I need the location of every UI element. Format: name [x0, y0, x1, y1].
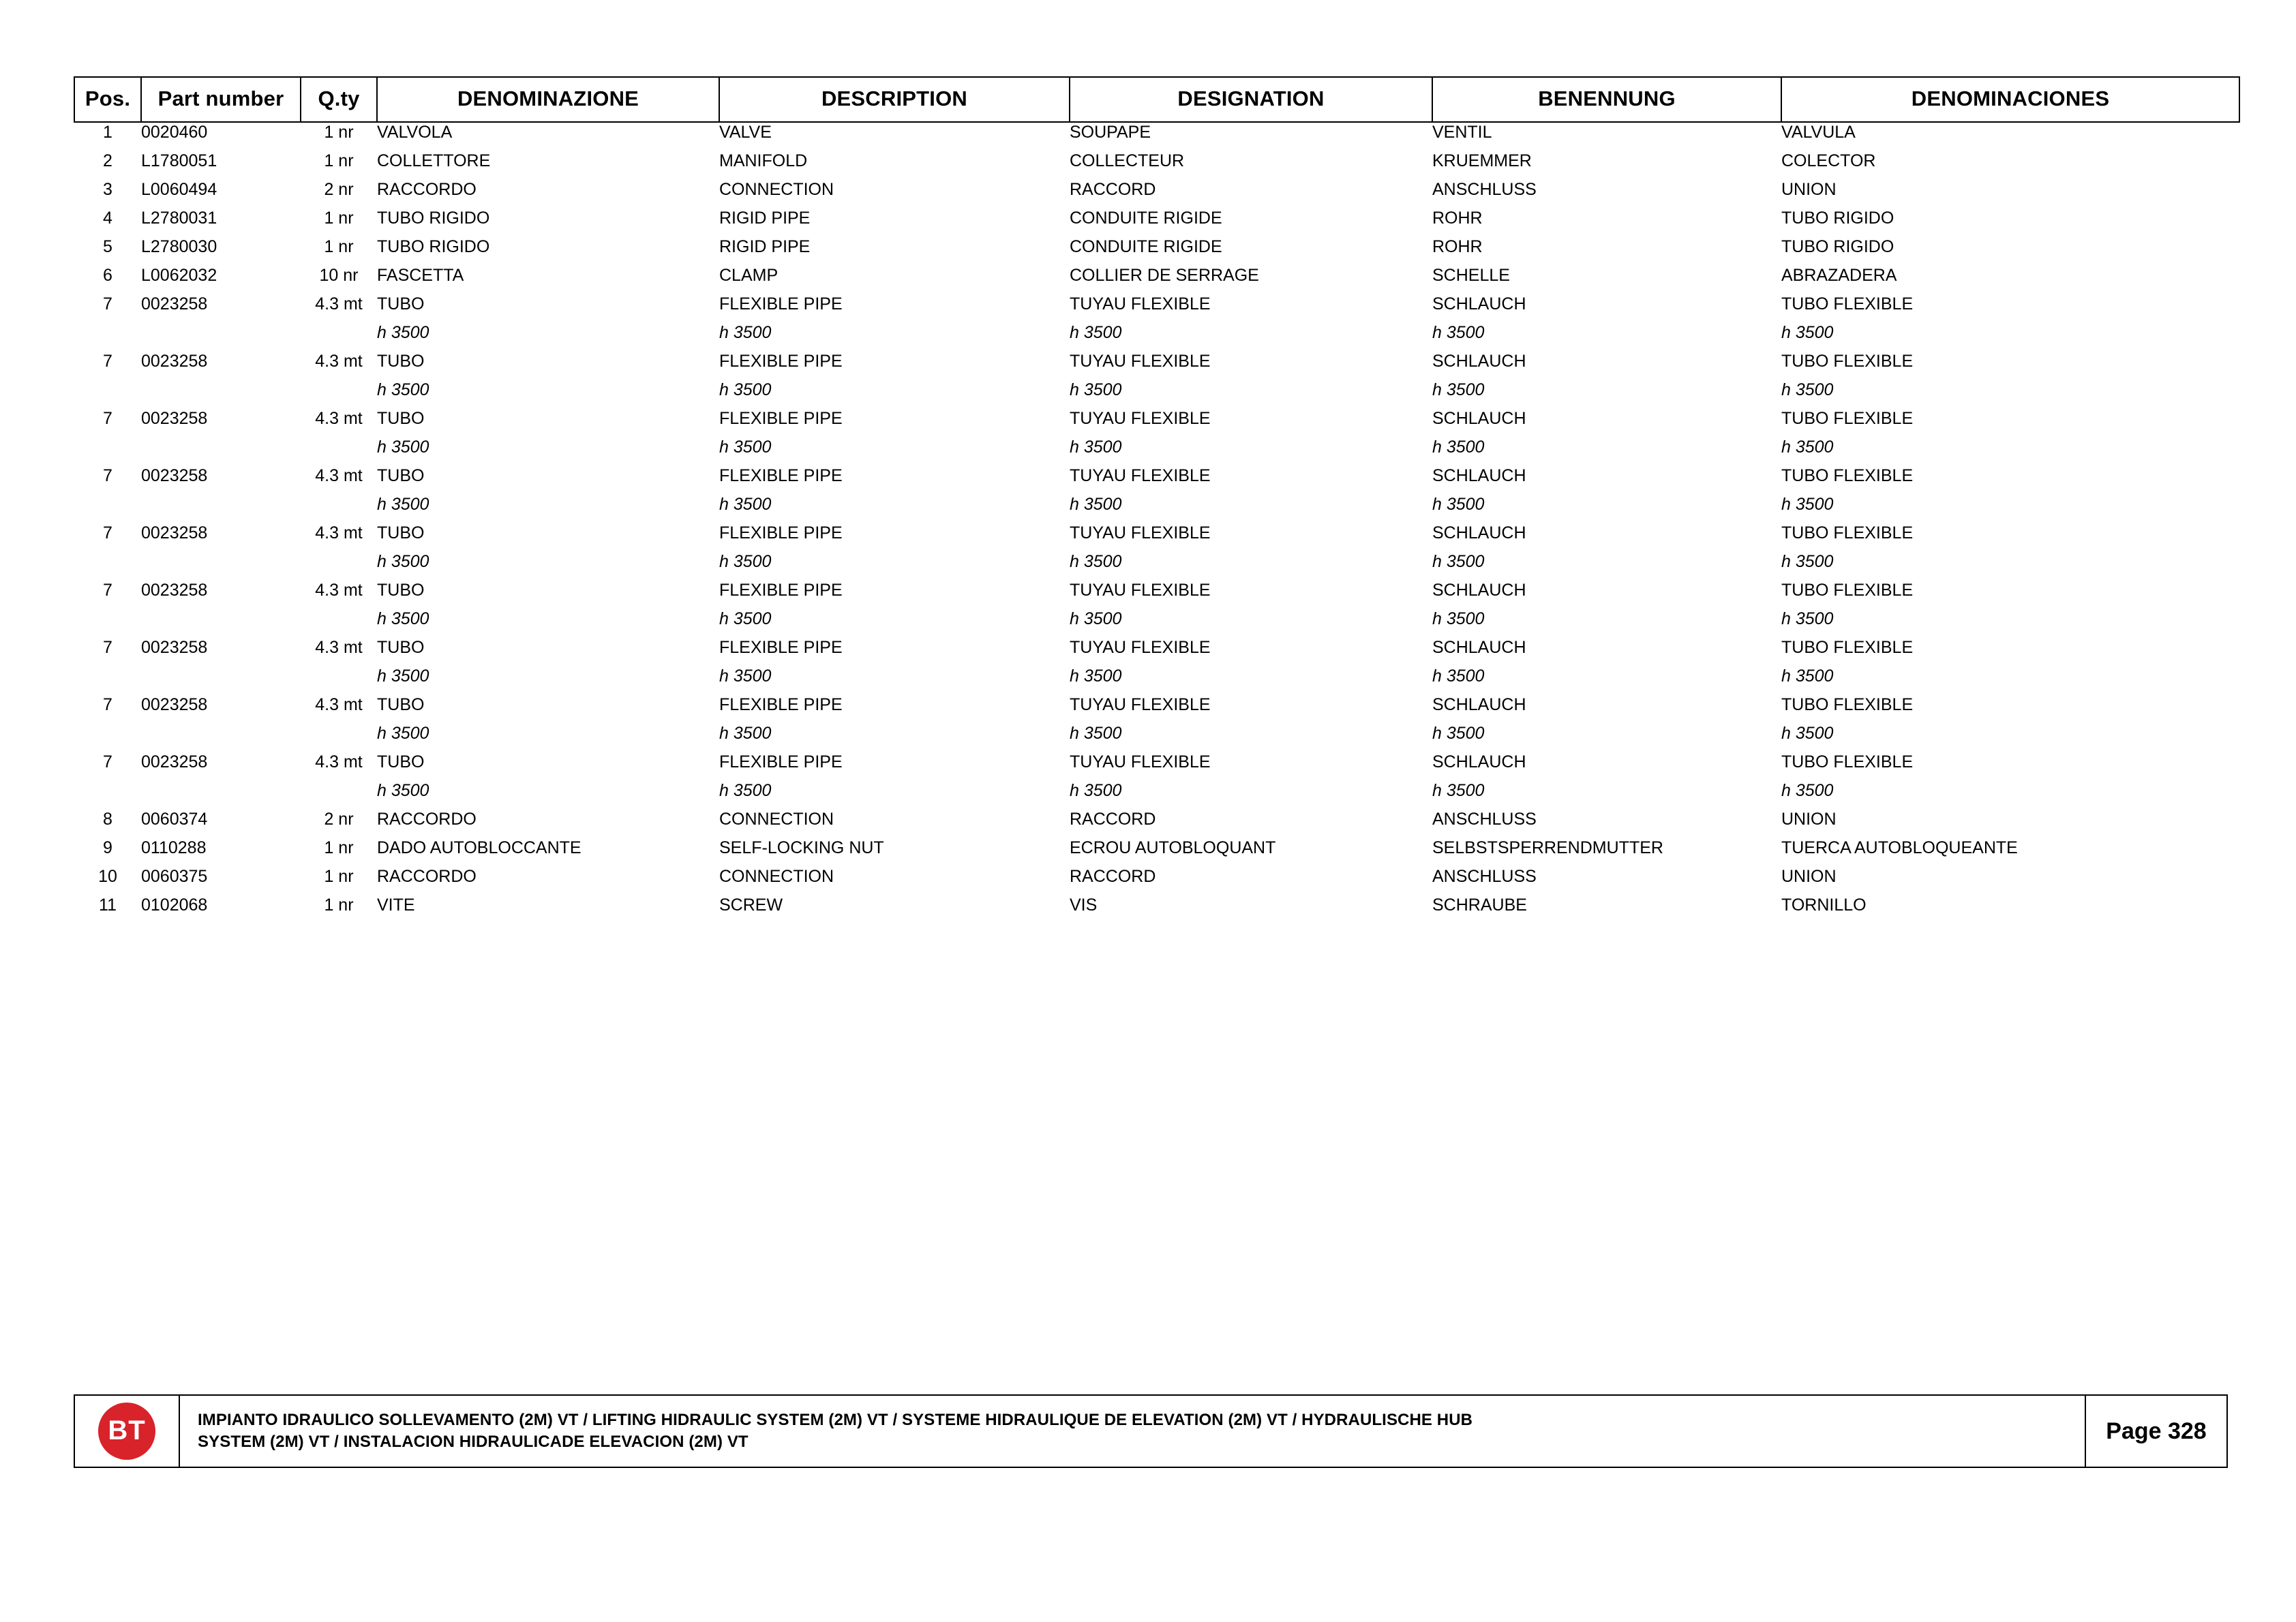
cell-description: FLEXIBLE PIPE [719, 523, 843, 542]
table-row-note [74, 781, 2239, 810]
cell-description: FLEXIBLE PIPE [719, 581, 843, 600]
cell-denominazione: RACCORDO [377, 180, 477, 199]
cell-part-number: L0062032 [141, 266, 217, 285]
note-part-number [141, 667, 301, 695]
bt-logo-text: BT [108, 1416, 146, 1445]
cell-part-number: L1780051 [141, 151, 217, 170]
cell-designation: TUYAU FLEXIBLE [1070, 638, 1211, 657]
cell-description: FLEXIBLE PIPE [719, 466, 843, 485]
cell-benennung: ANSCHLUSS [1432, 180, 1537, 199]
cell-denominaciones: COLECTOR [1781, 151, 1876, 170]
parts-table [74, 76, 2240, 924]
column-header-description: DESCRIPTION [719, 77, 1070, 122]
note-denominazione: h 3500 [377, 609, 429, 628]
table-row [74, 294, 2239, 323]
table-row [74, 695, 2239, 724]
note-denominazione: h 3500 [377, 781, 429, 800]
note-denominaciones: h 3500 [1781, 609, 1834, 628]
cell-denominazione: RACCORDO [377, 867, 477, 886]
column-header-denominazione: DENOMINAZIONE [377, 77, 719, 122]
cell-pos: 7 [103, 523, 112, 542]
cell-denominaciones: UNION [1781, 867, 1837, 886]
cell-qty: 4.3 mt [315, 352, 363, 371]
table-row [74, 867, 2239, 896]
note-qty [301, 724, 377, 752]
cell-part-number: 0023258 [141, 523, 208, 542]
cell-denominazione: TUBO [377, 638, 425, 657]
note-qty [301, 495, 377, 523]
table-row [74, 810, 2239, 838]
note-denominazione: h 3500 [377, 552, 429, 571]
page-number: Page 328 [2106, 1418, 2207, 1444]
footer-title [198, 1409, 1472, 1452]
cell-benennung: KRUEMMER [1432, 151, 1532, 170]
column-header-qty: Q.ty [301, 77, 377, 122]
cell-benennung: ROHR [1432, 237, 1483, 256]
note-denominaciones: h 3500 [1781, 438, 1834, 457]
table-row [74, 896, 2239, 924]
note-denominazione: h 3500 [377, 380, 429, 399]
note-pos [74, 781, 141, 810]
cell-part-number: 0023258 [141, 752, 208, 771]
cell-benennung: SCHLAUCH [1432, 294, 1526, 313]
note-denominazione: h 3500 [377, 724, 429, 743]
table-row [74, 266, 2239, 294]
cell-designation: RACCORD [1070, 180, 1156, 199]
cell-description: FLEXIBLE PIPE [719, 638, 843, 657]
cell-part-number: 0060375 [141, 867, 208, 886]
table-row [74, 180, 2239, 209]
cell-description: CONNECTION [719, 867, 834, 886]
cell-designation: TUYAU FLEXIBLE [1070, 409, 1211, 428]
column-header-designation: DESIGNATION [1070, 77, 1432, 122]
cell-pos: 11 [99, 896, 117, 915]
cell-denominazione: TUBO RIGIDO [377, 237, 490, 256]
table-row-note [74, 609, 2239, 638]
cell-benennung: ANSCHLUSS [1432, 810, 1537, 829]
note-qty [301, 667, 377, 695]
footer-title-cell [180, 1396, 2086, 1467]
table-row-note [74, 380, 2239, 409]
cell-denominazione: TUBO [377, 352, 425, 371]
cell-designation: RACCORD [1070, 867, 1156, 886]
table-row [74, 151, 2239, 180]
note-designation: h 3500 [1070, 724, 1122, 743]
cell-designation: CONDUITE RIGIDE [1070, 237, 1222, 256]
cell-denominaciones: TUBO FLEXIBLE [1781, 695, 1914, 714]
cell-part-number: L0060494 [141, 180, 217, 199]
footer-title-line-1: IMPIANTO IDRAULICO SOLLEVAMENTO (2M) VT / LIFTING HIDRAULIC SYSTEM (2M) VT / SYSTEME HIDRAULIQUE DE ELEVATION (2M) VT / HYDRAULISCHE HUB [198, 1411, 1473, 1430]
note-pos [74, 609, 141, 638]
cell-part-number: 0023258 [141, 581, 208, 600]
column-header-benennung: BENENNUNG [1432, 77, 1781, 122]
cell-designation: TUYAU FLEXIBLE [1070, 695, 1211, 714]
table-row [74, 752, 2239, 781]
note-description: h 3500 [719, 438, 772, 457]
cell-benennung: VENTIL [1432, 123, 1492, 142]
cell-benennung: SCHLAUCH [1432, 523, 1526, 542]
cell-designation: TUYAU FLEXIBLE [1070, 523, 1211, 542]
cell-part-number: 0060374 [141, 810, 208, 829]
note-description: h 3500 [719, 323, 772, 342]
cell-denominazione: TUBO [377, 466, 425, 485]
note-description: h 3500 [719, 724, 772, 743]
note-qty [301, 609, 377, 638]
cell-denominazione: TUBO [377, 523, 425, 542]
note-part-number [141, 609, 301, 638]
cell-denominaciones: TUBO FLEXIBLE [1781, 352, 1914, 371]
note-benennung: h 3500 [1432, 609, 1485, 628]
note-part-number [141, 781, 301, 810]
bt-logo-icon [98, 1403, 155, 1460]
cell-denominaciones: TUBO FLEXIBLE [1781, 581, 1914, 600]
cell-pos: 9 [103, 838, 112, 857]
note-denominazione: h 3500 [377, 495, 429, 514]
note-part-number [141, 438, 301, 466]
cell-part-number: 0102068 [141, 896, 208, 915]
cell-pos: 7 [103, 409, 112, 428]
note-denominaciones: h 3500 [1781, 781, 1834, 800]
note-description: h 3500 [719, 781, 772, 800]
note-part-number [141, 323, 301, 352]
cell-qty: 1 nr [324, 151, 354, 170]
cell-pos: 4 [103, 209, 112, 228]
cell-designation: CONDUITE RIGIDE [1070, 209, 1222, 228]
table-row [74, 122, 2239, 151]
table-row [74, 352, 2239, 380]
note-part-number [141, 552, 301, 581]
cell-part-number: 0023258 [141, 695, 208, 714]
cell-denominaciones: UNION [1781, 180, 1837, 199]
parts-table-header [74, 77, 2239, 122]
cell-pos: 6 [103, 266, 112, 285]
note-benennung: h 3500 [1432, 552, 1485, 571]
cell-part-number: L2780030 [141, 237, 217, 256]
table-row-note [74, 552, 2239, 581]
cell-qty: 2 nr [324, 810, 354, 829]
cell-denominaciones: TORNILLO [1781, 896, 1867, 915]
cell-benennung: SCHLAUCH [1432, 409, 1526, 428]
cell-pos: 2 [103, 151, 112, 170]
cell-designation: TUYAU FLEXIBLE [1070, 294, 1211, 313]
cell-part-number: 0023258 [141, 638, 208, 657]
cell-denominaciones: VALVULA [1781, 123, 1856, 142]
cell-qty: 1 nr [324, 896, 354, 915]
cell-designation: COLLECTEUR [1070, 151, 1185, 170]
table-row-note [74, 724, 2239, 752]
table-header-row [74, 77, 2239, 122]
cell-denominaciones: TUBO FLEXIBLE [1781, 466, 1914, 485]
cell-pos: 7 [103, 294, 112, 313]
note-description: h 3500 [719, 380, 772, 399]
cell-part-number: 0020460 [141, 123, 208, 142]
cell-denominazione: TUBO [377, 695, 425, 714]
note-designation: h 3500 [1070, 323, 1122, 342]
cell-description: SELF-LOCKING NUT [719, 838, 884, 857]
cell-description: VALVE [719, 123, 772, 142]
cell-designation: RACCORD [1070, 810, 1156, 829]
note-pos [74, 552, 141, 581]
note-denominazione: h 3500 [377, 323, 429, 342]
cell-denominazione: COLLETTORE [377, 151, 491, 170]
cell-description: FLEXIBLE PIPE [719, 352, 843, 371]
page-footer [74, 1394, 2228, 1468]
table-row-note [74, 667, 2239, 695]
cell-pos: 8 [103, 810, 112, 829]
note-denominaciones: h 3500 [1781, 724, 1834, 743]
cell-denominazione: TUBO [377, 409, 425, 428]
note-qty [301, 380, 377, 409]
note-denominaciones: h 3500 [1781, 667, 1834, 686]
table-row-note [74, 323, 2239, 352]
note-pos [74, 724, 141, 752]
note-qty [301, 781, 377, 810]
cell-benennung: SCHRAUBE [1432, 896, 1527, 915]
cell-benennung: SCHLAUCH [1432, 352, 1526, 371]
cell-benennung: SCHELLE [1432, 266, 1510, 285]
cell-description: FLEXIBLE PIPE [719, 752, 843, 771]
note-benennung: h 3500 [1432, 667, 1485, 686]
table-row-note [74, 438, 2239, 466]
note-benennung: h 3500 [1432, 380, 1485, 399]
cell-denominazione: RACCORDO [377, 810, 477, 829]
note-benennung: h 3500 [1432, 323, 1485, 342]
footer-logo-cell [75, 1396, 180, 1467]
cell-designation: COLLIER DE SERRAGE [1070, 266, 1259, 285]
cell-denominaciones: TUBO RIGIDO [1781, 209, 1894, 228]
cell-qty: 10 nr [319, 266, 359, 285]
cell-denominaciones: TUBO FLEXIBLE [1781, 409, 1914, 428]
note-pos [74, 438, 141, 466]
cell-denominaciones: UNION [1781, 810, 1837, 829]
cell-pos: 7 [103, 695, 112, 714]
note-description: h 3500 [719, 552, 772, 571]
cell-qty: 4.3 mt [315, 752, 363, 771]
cell-pos: 7 [103, 466, 112, 485]
cell-denominazione: DADO AUTOBLOCCANTE [377, 838, 581, 857]
cell-part-number: 0110288 [141, 838, 207, 857]
table-row [74, 409, 2239, 438]
cell-qty: 4.3 mt [315, 581, 363, 600]
note-pos [74, 495, 141, 523]
cell-qty: 4.3 mt [315, 409, 363, 428]
note-denominazione: h 3500 [377, 438, 429, 457]
cell-qty: 1 nr [324, 838, 354, 857]
cell-description: RIGID PIPE [719, 237, 811, 256]
cell-denominaciones: TUERCA AUTOBLOQUEANTE [1781, 838, 2018, 857]
parts-table-body [74, 122, 2239, 924]
cell-part-number: 0023258 [141, 294, 208, 313]
cell-denominazione: TUBO [377, 294, 425, 313]
cell-denominaciones: TUBO FLEXIBLE [1781, 638, 1914, 657]
cell-description: MANIFOLD [719, 151, 808, 170]
cell-pos: 5 [103, 237, 112, 256]
cell-benennung: SCHLAUCH [1432, 752, 1526, 771]
cell-benennung: SCHLAUCH [1432, 638, 1526, 657]
cell-denominaciones: ABRAZADERA [1781, 266, 1897, 285]
table-row [74, 838, 2239, 867]
note-part-number [141, 380, 301, 409]
cell-denominazione: FASCETTA [377, 266, 464, 285]
note-denominaciones: h 3500 [1781, 380, 1834, 399]
cell-benennung: SCHLAUCH [1432, 695, 1526, 714]
cell-denominazione: TUBO RIGIDO [377, 209, 490, 228]
table-row [74, 466, 2239, 495]
cell-designation: TUYAU FLEXIBLE [1070, 466, 1211, 485]
note-qty [301, 438, 377, 466]
note-benennung: h 3500 [1432, 724, 1485, 743]
cell-description: CLAMP [719, 266, 779, 285]
table-row [74, 209, 2239, 237]
cell-denominazione: VITE [377, 896, 415, 915]
table-row [74, 237, 2239, 266]
cell-pos: 1 [103, 123, 112, 142]
note-pos [74, 380, 141, 409]
note-denominaciones: h 3500 [1781, 323, 1834, 342]
cell-qty: 2 nr [324, 180, 354, 199]
note-denominaciones: h 3500 [1781, 495, 1834, 514]
cell-benennung: SCHLAUCH [1432, 581, 1526, 600]
cell-designation: ECROU AUTOBLOQUANT [1070, 838, 1276, 857]
cell-qty: 1 nr [324, 237, 354, 256]
cell-part-number: L2780031 [141, 209, 217, 228]
cell-qty: 4.3 mt [315, 466, 363, 485]
cell-denominaciones: TUBO FLEXIBLE [1781, 523, 1914, 542]
note-denominazione: h 3500 [377, 667, 429, 686]
column-header-part-number: Part number [141, 77, 301, 122]
note-designation: h 3500 [1070, 609, 1122, 628]
cell-description: CONNECTION [719, 180, 834, 199]
note-description: h 3500 [719, 667, 772, 686]
cell-denominazione: TUBO [377, 581, 425, 600]
cell-description: SCREW [719, 896, 783, 915]
cell-pos: 7 [103, 752, 112, 771]
cell-qty: 1 nr [324, 123, 354, 142]
cell-denominazione: TUBO [377, 752, 425, 771]
cell-description: CONNECTION [719, 810, 834, 829]
cell-designation: TUYAU FLEXIBLE [1070, 752, 1211, 771]
cell-designation: SOUPAPE [1070, 123, 1151, 142]
note-qty [301, 323, 377, 352]
cell-qty: 1 nr [324, 209, 354, 228]
cell-denominazione: VALVOLA [377, 123, 453, 142]
cell-description: RIGID PIPE [719, 209, 811, 228]
note-pos [74, 667, 141, 695]
cell-qty: 4.3 mt [315, 695, 363, 714]
note-part-number [141, 495, 301, 523]
cell-part-number: 0023258 [141, 466, 208, 485]
cell-description: FLEXIBLE PIPE [719, 695, 843, 714]
column-header-pos: Pos. [74, 77, 141, 122]
cell-pos: 10 [98, 867, 117, 886]
note-designation: h 3500 [1070, 495, 1122, 514]
note-designation: h 3500 [1070, 552, 1122, 571]
cell-denominaciones: TUBO RIGIDO [1781, 237, 1894, 256]
cell-pos: 7 [103, 581, 112, 600]
cell-denominaciones: TUBO FLEXIBLE [1781, 294, 1914, 313]
note-benennung: h 3500 [1432, 438, 1485, 457]
note-pos [74, 323, 141, 352]
note-designation: h 3500 [1070, 438, 1122, 457]
column-header-denominaciones: DENOMINACIONES [1781, 77, 2239, 122]
cell-qty: 4.3 mt [315, 294, 363, 313]
note-designation: h 3500 [1070, 380, 1122, 399]
cell-pos: 3 [103, 180, 112, 199]
note-designation: h 3500 [1070, 667, 1122, 686]
table-row [74, 523, 2239, 552]
note-benennung: h 3500 [1432, 781, 1485, 800]
cell-pos: 7 [103, 352, 112, 371]
cell-qty: 4.3 mt [315, 523, 363, 542]
note-description: h 3500 [719, 495, 772, 514]
cell-benennung: ANSCHLUSS [1432, 867, 1537, 886]
note-part-number [141, 724, 301, 752]
cell-benennung: ROHR [1432, 209, 1483, 228]
note-designation: h 3500 [1070, 781, 1122, 800]
footer-title-line-2: SYSTEM (2M) VT / INSTALACION HIDRAULICADE ELEVACION (2M) VT [198, 1433, 749, 1451]
cell-designation: VIS [1070, 896, 1098, 915]
table-row [74, 638, 2239, 667]
cell-qty: 4.3 mt [315, 638, 363, 657]
cell-pos: 7 [103, 638, 112, 657]
cell-description: FLEXIBLE PIPE [719, 294, 843, 313]
cell-qty: 1 nr [324, 867, 354, 886]
note-qty [301, 552, 377, 581]
table-row [74, 581, 2239, 609]
note-description: h 3500 [719, 609, 772, 628]
cell-benennung: SCHLAUCH [1432, 466, 1526, 485]
cell-designation: TUYAU FLEXIBLE [1070, 352, 1211, 371]
cell-part-number: 0023258 [141, 352, 208, 371]
cell-designation: TUYAU FLEXIBLE [1070, 581, 1211, 600]
cell-description: FLEXIBLE PIPE [719, 409, 843, 428]
cell-denominaciones: TUBO FLEXIBLE [1781, 752, 1914, 771]
note-denominaciones: h 3500 [1781, 552, 1834, 571]
table-row-note [74, 495, 2239, 523]
cell-benennung: SELBSTSPERRENDMUTTER [1432, 838, 1663, 857]
note-benennung: h 3500 [1432, 495, 1485, 514]
cell-part-number: 0023258 [141, 409, 208, 428]
